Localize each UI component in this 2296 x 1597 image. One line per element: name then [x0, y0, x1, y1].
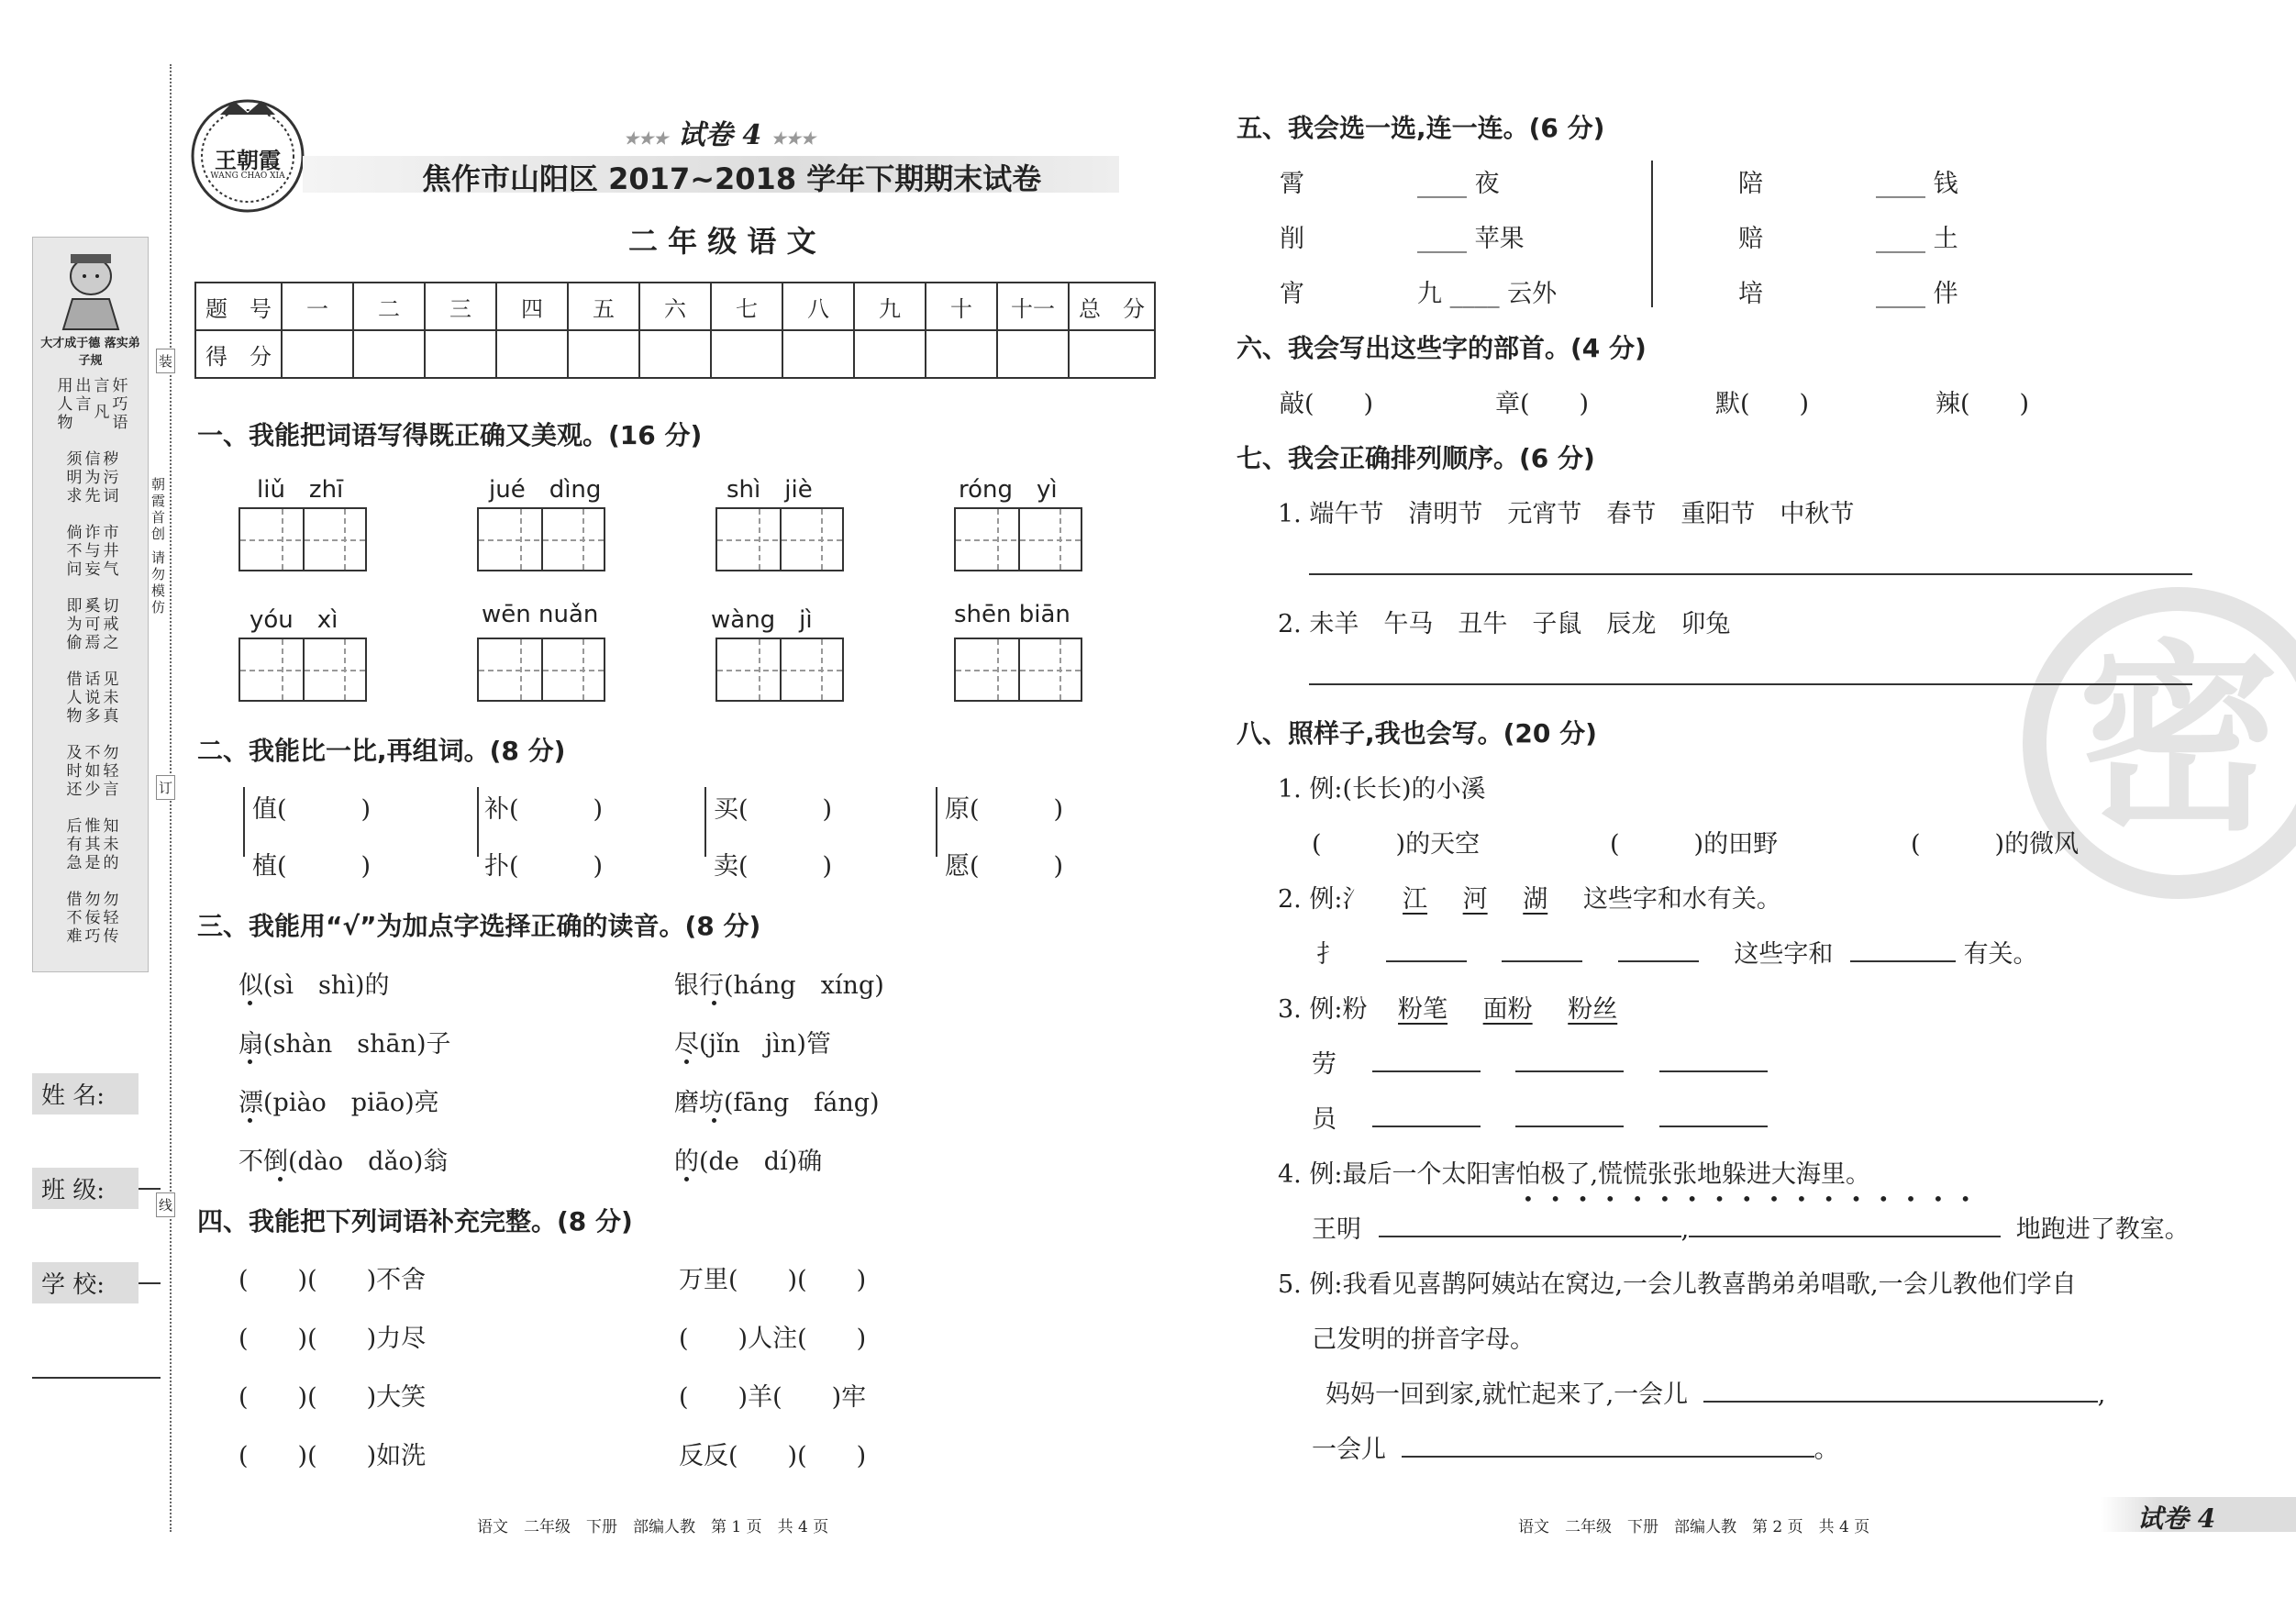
q8-title: 八、照样子,我也会写。(20 分)	[1237, 718, 1597, 749]
pinyin: liǔ zhī	[257, 476, 344, 504]
match-option[interactable]: ____ 土	[1876, 225, 1958, 253]
compare-item[interactable]: 原( )	[945, 795, 1064, 824]
order-item: 1. 端午节 清明节 元宵节 春节 重阳节 中秋节	[1278, 500, 1855, 528]
match-char: 宵	[1280, 280, 1304, 308]
score-cell[interactable]	[1069, 330, 1155, 378]
example-1: 1. 例:(长长)的小溪	[1278, 775, 1486, 804]
bracket-divider	[477, 787, 479, 857]
writing-grid[interactable]	[954, 507, 1082, 571]
idiom-item[interactable]: ( )( )大笑	[238, 1383, 427, 1412]
writing-grid[interactable]	[477, 507, 605, 571]
score-cell[interactable]	[997, 330, 1069, 378]
school-field[interactable]: 学 校:	[32, 1262, 161, 1379]
answer-line[interactable]	[1309, 573, 2192, 575]
word-question[interactable]: 劳	[1312, 1044, 1768, 1080]
blank-item[interactable]: ( )的微风	[1911, 830, 2080, 859]
watermark-seal: 密	[2023, 587, 2296, 899]
match-option[interactable]: ____ 钱	[1876, 170, 1958, 198]
radical-item[interactable]: 章( )	[1495, 390, 1590, 418]
score-value-row: 得 分	[195, 330, 1155, 378]
match-char: 霄	[1280, 170, 1304, 198]
compare-item[interactable]: 植( )	[252, 852, 372, 881]
pinyin: shì jiè	[727, 476, 813, 504]
pronunciation-item[interactable]: 磨坊(fāng fáng)	[674, 1089, 880, 1117]
binding-mark-zhuang: 装	[156, 349, 175, 373]
pronunciation-item[interactable]: 不倒(dào dǎo)翁	[238, 1148, 449, 1176]
exam-title: 焦作市山阳区 2017~2018 学年下期期末试卷	[422, 161, 1042, 196]
score-cell[interactable]	[782, 330, 854, 378]
match-option[interactable]: ____ 夜	[1417, 170, 1500, 198]
emphasis-dot	[684, 1059, 689, 1064]
emphasis-dot	[248, 1118, 252, 1123]
score-cell[interactable]	[353, 330, 425, 378]
score-cell[interactable]	[854, 330, 926, 378]
idiom-item[interactable]: ( )( )如洗	[238, 1442, 427, 1470]
motto-columns: 奸巧语言 凡出言 用人物 秽污词 信为先 须明求 市井气 诈与妄 倘不问 切戒之 奚可焉 即为偷 见未真 话说多 借人物 勿轻言 不如少 及时还 知未的 惟其是 后有急 勿轻传 勿佞巧 借不难	[53, 377, 128, 946]
brand-logo	[188, 96, 307, 216]
sentence-question[interactable]: 王明 , 地跑进了教室。	[1312, 1215, 2190, 1244]
compare-item[interactable]: 值( )	[252, 795, 372, 824]
score-cell[interactable]	[926, 330, 997, 378]
emphasis-dot	[712, 1001, 716, 1005]
pronunciation-item[interactable]: 扇(shàn shān)子	[238, 1030, 451, 1059]
pinyin: jué dìng	[489, 476, 602, 504]
pinyin: shēn biān	[954, 601, 1070, 628]
blank-item[interactable]: ( )的田野	[1610, 830, 1779, 859]
blank-item[interactable]: ( )的天空	[1312, 830, 1481, 859]
q4-title: 四、我能把下列词语补充完整。(8 分)	[197, 1206, 633, 1237]
word-question[interactable]: 员	[1312, 1099, 1768, 1135]
school-line[interactable]	[32, 1303, 161, 1379]
sentence-question[interactable]: 一会儿 。	[1312, 1436, 1839, 1464]
pronunciation-item[interactable]: 尽(jǐn jìn)管	[674, 1030, 831, 1059]
page-footer-left: 语文 二年级 下册 部编人教 第 1 页 共 4 页	[477, 1518, 829, 1536]
match-option[interactable]: 九 ____ 云外	[1417, 280, 1558, 308]
motto: 大才成于德 落实弟子规	[40, 337, 140, 368]
score-cell[interactable]	[496, 330, 568, 378]
q1-title: 一、我能把词语写得既正确又美观。(16 分)	[197, 420, 703, 450]
match-option[interactable]: ____ 伴	[1876, 280, 1958, 308]
score-cell[interactable]	[639, 330, 711, 378]
compare-item[interactable]: 扑( )	[484, 852, 604, 881]
score-cell[interactable]	[568, 330, 639, 378]
example-5: 5. 例:我看见喜鹊阿姨站在窝边,一会儿教喜鹊弟弟唱歌,一会儿教他们学自	[1278, 1270, 2077, 1299]
sentence-question[interactable]: 妈妈一回到家,就忙起来了,一会儿 ,	[1325, 1381, 2106, 1409]
example-5-cont: 己发明的拼音字母。	[1312, 1325, 1535, 1354]
pinyin: wàng jì	[711, 606, 813, 634]
pronunciation-item[interactable]: 漂(piào piāo)亮	[238, 1089, 439, 1117]
side-note: 朝霞首创 请勿模仿	[150, 477, 166, 616]
logo-subtext: WANG CHAO XIA	[210, 172, 285, 181]
q2-title: 二、我能比一比,再组词。(8 分)	[197, 736, 566, 766]
match-char: 陪	[1738, 170, 1763, 198]
logo-text: 王朝霞	[215, 147, 281, 173]
pronunciation-item[interactable]: 银行(háng xíng)	[674, 971, 884, 1000]
order-item: 2. 未羊 午马 丑牛 子鼠 辰龙 卯兔	[1278, 610, 1731, 638]
idiom-item[interactable]: ( )( )力尽	[238, 1325, 427, 1353]
idiom-item[interactable]: 万里( )( )	[679, 1266, 867, 1294]
emphasis-dot	[712, 1118, 716, 1123]
emphasis-dot	[684, 1177, 689, 1181]
radical-item[interactable]: 默( )	[1715, 390, 1810, 418]
score-header-row: 题 号 一 二 三 四 五 六 七 八 九 十 十一 总 分	[195, 283, 1155, 330]
idiom-item[interactable]: 反反( )( )	[679, 1442, 867, 1470]
compare-item[interactable]: 卖( )	[714, 852, 833, 881]
bracket-divider	[704, 787, 706, 857]
match-char: 赔	[1738, 225, 1763, 253]
score-cell[interactable]	[711, 330, 782, 378]
match-char: 削	[1280, 225, 1304, 253]
pinyin: yóu xì	[250, 606, 338, 634]
q7-title: 七、我会正确排列顺序。(6 分)	[1237, 443, 1595, 473]
subject-title: 二 年 级 语 文	[628, 224, 816, 259]
class-field[interactable]: 班 级:	[32, 1168, 161, 1284]
match-char: 培	[1738, 280, 1763, 308]
answer-line[interactable]	[1309, 683, 2192, 685]
example-2: 2. 例:氵 江 河 湖 这些字和水有关。	[1278, 885, 1781, 914]
q6-title: 六、我会写出这些字的部首。(4 分)	[1237, 333, 1647, 363]
bracket-divider	[243, 787, 245, 857]
writing-grid[interactable]	[954, 638, 1082, 702]
scholar-illustration	[54, 249, 128, 331]
emphasis-dot	[278, 1177, 283, 1181]
score-table	[194, 282, 1156, 379]
name-field[interactable]: 姓 名:	[32, 1073, 161, 1190]
footer-tag: 试卷 4	[2101, 1497, 2296, 1532]
binding-mark-xian: 线	[156, 1192, 175, 1217]
pinyin: wēn nuǎn	[482, 601, 599, 628]
score-cell[interactable]	[282, 330, 353, 378]
q5-title: 五、我会选一选,连一连。(6 分)	[1237, 113, 1605, 143]
compare-item[interactable]: 买( )	[714, 795, 833, 824]
example-3: 3. 例:粉 粉笔 面粉 粉丝	[1278, 995, 1618, 1024]
series-label: ★★★ 试卷 4 ★★★	[624, 119, 816, 151]
radical-item[interactable]: 敲( )	[1280, 390, 1374, 418]
sidebar-motto-panel	[32, 237, 149, 972]
pinyin: róng yì	[959, 476, 1058, 504]
compare-item[interactable]: 愿( )	[945, 852, 1064, 881]
binding-mark-ding: 订	[156, 775, 175, 800]
writing-grid[interactable]	[238, 638, 367, 702]
example-4: 4. 例:最后一个太阳害怕极了,慌慌张张地躲进大海里。	[1278, 1160, 1871, 1189]
page-footer-right: 语文 二年级 下册 部编人教 第 2 页 共 4 页	[1518, 1518, 1870, 1536]
writing-grid[interactable]	[238, 507, 367, 571]
q3-title: 三、我能用“√”为加点字选择正确的读音。(8 分)	[197, 911, 761, 941]
pronunciation-item[interactable]: 似(sì shì)的	[238, 971, 390, 1000]
radical-item[interactable]: 辣( )	[1936, 390, 2030, 418]
idiom-item[interactable]: ( )人注( )	[679, 1325, 867, 1353]
star-icon: ★★★	[624, 129, 669, 149]
idiom-item[interactable]: ( )( )不舍	[238, 1266, 427, 1294]
writing-grid[interactable]	[477, 638, 605, 702]
writing-grid[interactable]	[715, 638, 844, 702]
star-icon: ★★★	[771, 129, 816, 149]
bracket-divider	[936, 787, 937, 857]
pronunciation-item[interactable]: 的(de dí)确	[674, 1148, 823, 1176]
idiom-item[interactable]: ( )羊( )牢	[679, 1383, 867, 1412]
radical-question[interactable]: 扌 这些字和 有关。	[1316, 940, 2038, 969]
score-cell[interactable]	[425, 330, 496, 378]
emphasis-dots: •••••••••••••••••	[1523, 1188, 1988, 1210]
compare-item[interactable]: 补( )	[484, 795, 604, 824]
writing-grid[interactable]	[715, 507, 844, 571]
vertical-divider	[1651, 161, 1653, 307]
emphasis-dot	[248, 1001, 252, 1005]
emphasis-dot	[248, 1059, 252, 1064]
match-option[interactable]: ____ 苹果	[1417, 225, 1525, 253]
